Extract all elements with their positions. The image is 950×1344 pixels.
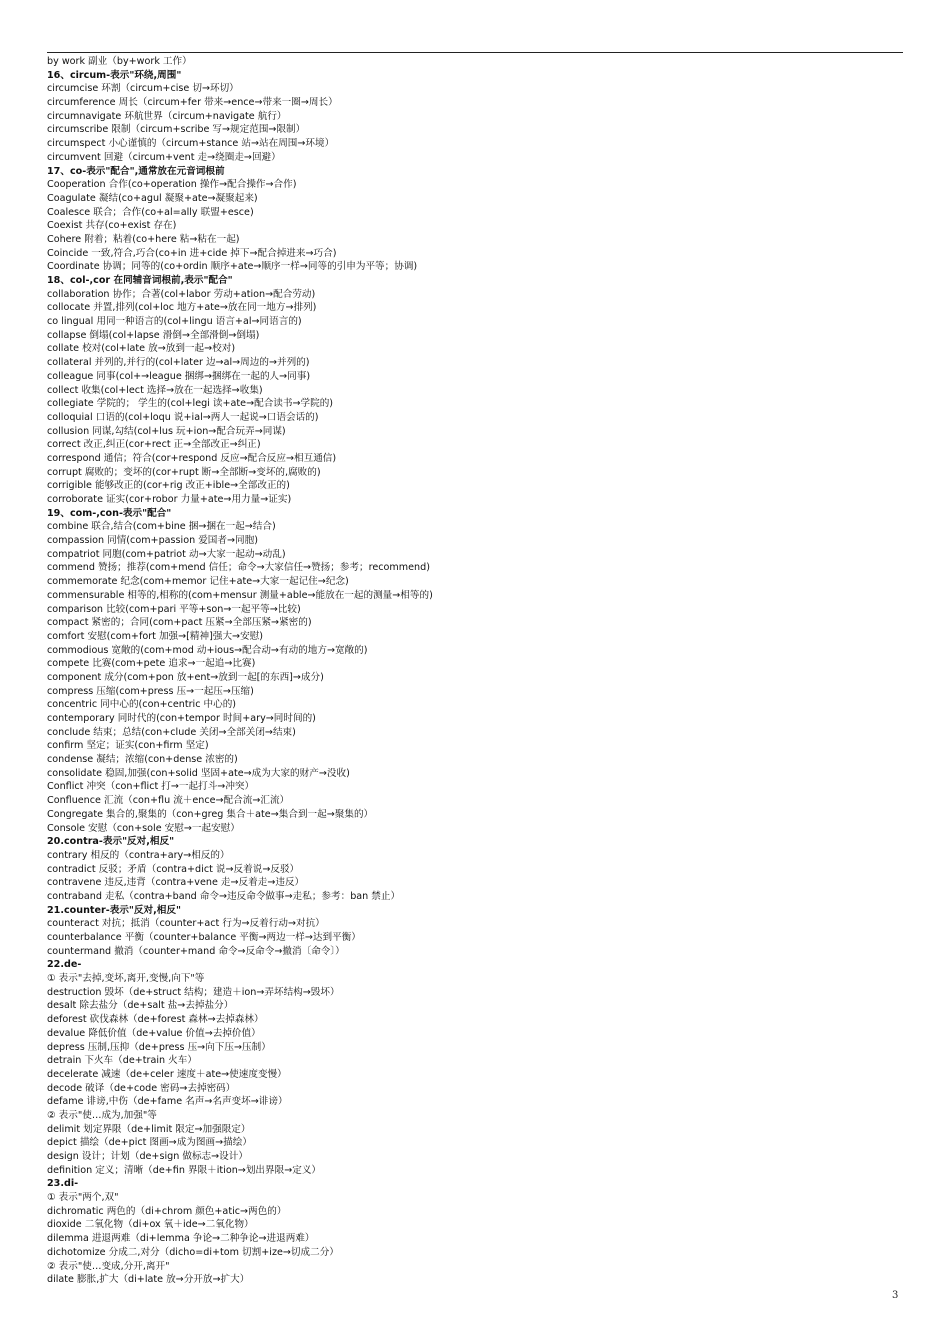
entry-line: defame 诽谤,中伤（de+fame 名声→名声变坏→诽谤） xyxy=(47,1096,288,1108)
entry-line: correct 改正,纠正(cor+rect 正→全部改正→纠正) xyxy=(47,439,261,451)
entry-line: counterbalance 平衡（counter+balance 平衡→两边一样→达到平衡） xyxy=(47,932,361,943)
entry-line: design 设计；计划（de+sign 做标志→设计） xyxy=(47,1151,248,1162)
entry-line: collocate 并置,排列(col+loc 地方+ate→放在同一地方→排列) xyxy=(47,302,317,314)
entry-line: delimit 划定界限（de+limit 限定→加强限定） xyxy=(47,1123,251,1135)
entry-line: counteract 对抗；抵消（counter+act 行为→反着行动→对抗） xyxy=(47,918,325,930)
entry-line: circumcise 环割（circum+cise 切→环切） xyxy=(47,83,239,95)
entry-line: compress 压缩(com+press 压→一起压→压缩) xyxy=(47,685,254,697)
entry-line: condense 凝结；浓缩(con+dense 浓密的) xyxy=(47,754,238,766)
entry-line: deforest 砍伐森林（de+forest 森林→去掉森林） xyxy=(47,1014,264,1026)
entry-line: contraband 走私（contra+band 命令→违反命令做事→走私；参考：ban 禁止） xyxy=(47,890,401,902)
entry-line: commemorate 纪念(com+memor 记住+ate→大家一起记住→纪念) xyxy=(47,576,349,588)
entry-line: devalue 降低价值（de+value 价值→去掉价值） xyxy=(47,1027,261,1039)
entry-line: ② 表示"使…成为,加强"等 xyxy=(47,1109,157,1121)
entry-line: Coexist 共存(co+exist 存在) xyxy=(47,220,177,232)
section-heading: 23.di- xyxy=(47,1178,79,1190)
section-heading: 20.contra-表示"反对,相反" xyxy=(47,836,175,848)
entry-line: dilate 膨胀,扩大（di+late 放→分开放→扩大） xyxy=(47,1274,250,1286)
entry-line: collateral 并列的,并行的(col+later 边→al→周边的→并列的) xyxy=(47,357,310,369)
entry-line: component 成分(com+pon 放+ent→放到一起[的东西]→成分) xyxy=(47,671,324,683)
entry-line: dilemma 进退两难（di+lemma 争论→二种争论→进退两难） xyxy=(47,1233,315,1245)
section-heading: 17、co-表示"配合",通常放在元音词根前 xyxy=(47,165,225,177)
entry-line: consolidate 稳固,加强(con+solid 坚固+ate→成为大家的财产→没收) xyxy=(47,767,350,779)
entry-line: compete 比赛(com+pete 追求→一起追→比赛) xyxy=(47,658,256,670)
entry-line: decode 破译（de+code 密码→去掉密码） xyxy=(47,1082,236,1094)
entry-line: ② 表示"使…变成,分开,离开" xyxy=(47,1260,170,1272)
entry-line: colleague 同事(col+→league 捆绑→捆绑在一起的人→同事) xyxy=(47,370,311,382)
entry-line: comparison 比较(com+pari 平等+son→一起平等→比较) xyxy=(47,603,301,615)
entry-line: countermand 撤消（counter+mand 命令→反命令→撤消〔命令〕） xyxy=(47,945,345,957)
entry-line: ① 表示"两个,双" xyxy=(47,1192,119,1204)
section-heading: 16、circum-表示"环绕,周围" xyxy=(47,69,182,81)
entry-line: ① 表示"去掉,变坏,离开,变慢,向下"等 xyxy=(47,973,205,985)
entry-line: Coalesce 联合；合作(co+al=ally 联盟+esce) xyxy=(47,206,254,218)
entry-line: detrain 下火车（de+train 火车） xyxy=(47,1055,197,1067)
entry-line: correspond 通信；符合(cor+respond 反应→配合反应→相互通信) xyxy=(47,452,337,464)
entry-line: Confluence 汇流（con+flu 流＋ence→配合流→汇流） xyxy=(47,795,290,807)
entry-line: contradict 反驳；矛盾（contra+dict 说→反着说→反驳） xyxy=(47,863,300,875)
entry-line: circumspect 小心谨慎的（circum+stance 站→站在周围→环境） xyxy=(47,138,335,150)
entry-line: corrigible 能够改正的(cor+rig 改正+ible→全部改正的) xyxy=(47,480,290,492)
entry-line: Cooperation 合作(co+operation 操作→配合操作→合作) xyxy=(47,179,297,191)
entry-line: collusion 同谋,勾结(col+lus 玩+ion→配合玩弄→同谋) xyxy=(47,425,286,437)
entry-line: corrupt 腐败的；变坏的(cor+rupt 断→全部断→变坏的,腐败的) xyxy=(47,466,321,478)
entry-line: compatriot 同胞(com+patriot 动→大家一起动→动乱) xyxy=(47,548,286,560)
entry-line: circumnavigate 环航世界（circum+navigate 航行） xyxy=(47,110,287,122)
entry-line: collate 校对(col+late 放→放到一起→校对) xyxy=(47,343,236,355)
header-rule xyxy=(47,52,903,53)
entry-line: Conflict 冲突（con+flict 打→一起打斗→冲突） xyxy=(47,781,255,793)
entry-line: confirm 坚定；证实(con+firm 坚定) xyxy=(47,740,209,752)
entry-line: Coincide 一致,符合,巧合(co+in 进+cide 掉下→配合掉进来→巧合) xyxy=(47,247,337,259)
section-heading: 22.de- xyxy=(47,959,82,971)
entry-line: circumference 周长（circum+fer 带来→ence→带来一圈→周长） xyxy=(47,97,338,109)
entry-line: decelerate 减速（de+celer 速度＋ate→使速度变慢） xyxy=(47,1068,287,1080)
section-heading: 19、com-,con-表示"配合" xyxy=(47,507,172,519)
entry-line: contemporary 同时代的(con+tempor 时间+ary→同时间的) xyxy=(47,713,316,724)
entry-line: depict 描绘（de+pict 图画→成为图画→描绘） xyxy=(47,1137,252,1149)
entry-line: collect 收集(col+lect 选择→放在一起选择→收集) xyxy=(47,384,263,396)
entry-line: co lingual 用同一种语言的(col+lingu 语言+al→同语言的) xyxy=(47,316,302,328)
document-body xyxy=(47,55,903,1287)
entry-line: collegiate 学院的； 学生的(col+legi 读+ate→配合读书→学院的) xyxy=(47,398,334,410)
entry-line: circumscribe 限制（circum+scribe 写→规定范围→限制） xyxy=(47,124,306,136)
entry-line: collapse 倒塌(col+lapse 滑倒→全部滑倒→倒塌) xyxy=(47,329,260,341)
entry-line: commodious 宽敞的(com+mod 动+ious→配合动→有动的地方→宽敞的) xyxy=(47,644,368,656)
section-heading: 21.counter-表示"反对,相反" xyxy=(47,904,181,916)
entry-line: combine 联合,结合(com+bine 捆→捆在一起→结合) xyxy=(47,521,276,533)
entry-line: comfort 安慰(com+fort 加强→[精神]强大→安慰) xyxy=(47,630,264,642)
entry-line: Cohere 附着；粘着(co+here 粘→粘在一起) xyxy=(47,233,240,245)
entry-line: dichromatic 两色的（di+chrom 颜色+atic→两色的） xyxy=(47,1205,287,1217)
section-heading: 18、col-,cor 在同辅音词根前,表示"配合" xyxy=(47,275,233,286)
entry-line: by work 副业（by+work 工作） xyxy=(47,56,192,67)
page-number: 3 xyxy=(892,1290,899,1301)
entry-line: contravene 违反,违背（contra+vene 走→反着走→违反） xyxy=(47,877,305,889)
entry-line: definition 定义；清晰（de+fin 界限＋ition→划出界限→定义） xyxy=(47,1164,322,1176)
entry-line: conclude 结束；总结(con+clude 关闭→全部关闭→结束) xyxy=(47,726,296,738)
entry-line: concentric 同中心的(con+centric 中心的) xyxy=(47,699,237,711)
entry-line: commend 赞扬；推荐(com+mend 信任；命令→大家信任→赞扬；参考；recommend) xyxy=(47,562,430,574)
entry-line: dioxide 二氧化物（di+ox 氧＋ide→二氧化物） xyxy=(47,1219,254,1231)
entry-line: compact 紧密的；合同(com+pact 压紧→全部压紧→紧密的) xyxy=(47,617,312,629)
entry-line: corroborate 证实(cor+robor 力量+ate→用力量→证实) xyxy=(47,494,292,505)
entry-line: contrary 相反的（contra+ary→相反的） xyxy=(47,849,230,861)
entry-line: circumvent 回避（circum+vent 走→绕圈走→回避） xyxy=(47,151,281,163)
entry-line: commensurable 相等的,相称的(com+mensur 测量+able→能放在一起的测量→相等的) xyxy=(47,589,433,601)
entry-line: Console 安慰（con+sole 安慰→一起安慰） xyxy=(47,822,240,834)
entry-line: compassion 同情(com+passion 爱国者→同胞) xyxy=(47,535,258,547)
entry-line: desalt 除去盐分（de+salt 盐→去掉盐分） xyxy=(47,1000,234,1012)
entry-line: Coagulate 凝结(co+agul 凝聚+ate→凝聚起来) xyxy=(47,192,258,204)
entry-line: colloquial 口语的(col+loqu 说+ial→两人一起说→口语会话的) xyxy=(47,411,319,423)
entry-line: depress 压制,压抑（de+press 压→向下压→压制） xyxy=(47,1041,271,1053)
entry-line: destruction 毁坏（de+struct 结构；建造＋ion→弄坏结构→毁坏） xyxy=(47,986,340,998)
entry-line: Coordinate 协调；同等的(co+ordin 顺序+ate→顺序一样→同等的引申为平等；协调) xyxy=(47,261,418,273)
entry-line: Congregate 集合的,聚集的（con+greg 集合＋ate→集合到一起→聚集的） xyxy=(47,808,374,820)
entry-line: dichotomize 分成二,对分（dicho=di+tom 切割+ize→切成二分） xyxy=(47,1246,339,1258)
entry-line: collaboration 协作；合著(col+labor 劳动+ation→配合劳动) xyxy=(47,288,316,300)
